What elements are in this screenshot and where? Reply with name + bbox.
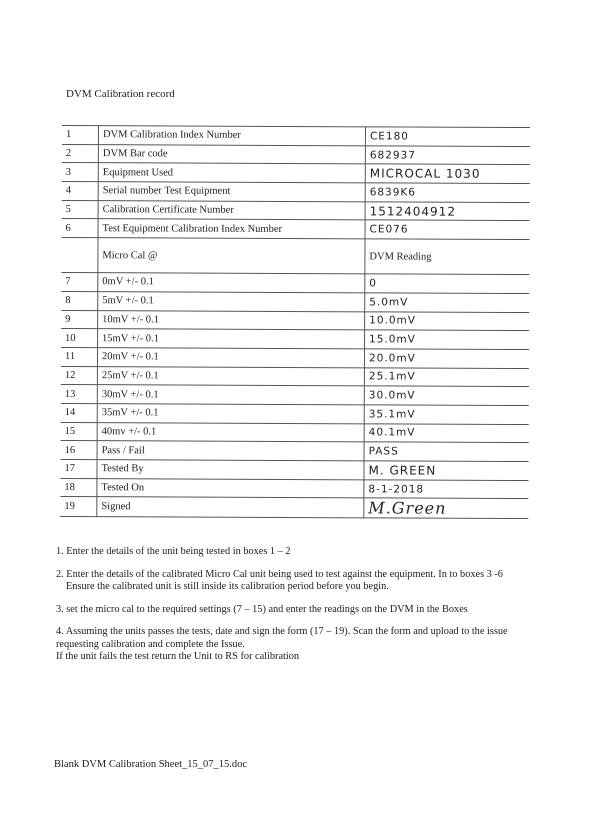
table-row [62, 125, 530, 146]
table-row [61, 403, 529, 424]
table-row [62, 144, 530, 165]
row-label: 10mV +/- 0.1 [98, 310, 365, 330]
table-row [61, 273, 529, 294]
row-label: Equipment Used [98, 163, 365, 183]
row-label: Tested By [97, 460, 364, 480]
row-number: 14 [61, 403, 98, 422]
row-number: 11 [61, 347, 98, 366]
handwritten-value: 20.0mV [364, 349, 529, 368]
row-number: 5 [62, 200, 99, 219]
row-label: 35mV +/- 0.1 [97, 404, 364, 424]
handwritten-value: 8-1-2018 [364, 480, 529, 499]
row-number: 6 [62, 219, 99, 238]
header-row [61, 238, 529, 275]
table-row [61, 347, 529, 368]
row-number: 7 [61, 273, 98, 292]
table-row [61, 441, 529, 462]
row-number: 16 [61, 441, 98, 460]
handwritten-value: 10.0mV [365, 311, 530, 330]
row-label: 5mV +/- 0.1 [98, 291, 365, 311]
instruction-2-note: Ensure the calibrated unit is still inside its calibration period before you begin. [66, 581, 389, 592]
handwritten-value: CE076 [365, 220, 530, 239]
row-number: 3 [62, 163, 99, 182]
signature-value: M.Green [364, 498, 529, 519]
table-row [61, 366, 529, 387]
table-row [60, 478, 528, 499]
row-label: 20mV +/- 0.1 [97, 348, 364, 368]
row-number: 8 [61, 291, 98, 310]
row-number: 13 [61, 385, 98, 404]
row-number: 12 [61, 366, 98, 385]
table-row [62, 200, 530, 221]
row-label: 0mV +/- 0.1 [98, 273, 365, 293]
table-row [60, 497, 528, 519]
row-number: 10 [61, 329, 98, 348]
table-row [61, 310, 529, 331]
row-label: 15mV +/- 0.1 [98, 329, 365, 349]
table-row [61, 422, 529, 443]
row-label: 25mV +/- 0.1 [97, 366, 364, 386]
handwritten-value: 30.0mV [364, 386, 529, 405]
row-label: Calibration Certificate Number [98, 200, 365, 220]
handwritten-value: MICROCAL 1030 [365, 164, 530, 183]
instruction-5: If the unit fails the test return the Unit to RS for calibration [56, 651, 300, 662]
table-row [61, 385, 529, 406]
table-row [61, 329, 529, 350]
handwritten-value: 25.1mV [364, 367, 529, 386]
micro-cal-header: Micro Cal @ [98, 238, 365, 274]
row-label: Test Equipment Calibration Index Number [98, 219, 365, 239]
dvm-reading-header: DVM Reading [365, 239, 530, 275]
row-number: 9 [61, 310, 98, 329]
handwritten-value: 35.1mV [364, 405, 529, 424]
handwritten-value: 0 [365, 274, 530, 293]
row-label: DVM Calibration Index Number [98, 126, 365, 146]
row-number: 2 [62, 144, 99, 163]
row-label: Signed [97, 497, 364, 518]
handwritten-value: CE180 [365, 127, 530, 146]
row-number: 15 [61, 422, 98, 441]
instructions [56, 546, 526, 674]
handwritten-value: 1512404912 [365, 202, 530, 221]
table-row [62, 163, 530, 184]
row-number: 18 [60, 478, 97, 497]
row-label: Tested On [97, 478, 364, 498]
handwritten-value: 5.0mV [365, 293, 530, 312]
instruction-4: 4. Assuming the units passes the tests, date and sign the form (17 – 19). Scan the form and upload to the issue requesting calibration and complete the Issue. [56, 626, 508, 650]
calibration-table [60, 125, 530, 519]
document-title: DVM Calibration record [66, 88, 175, 100]
handwritten-value: 6839K6 [365, 183, 530, 202]
handwritten-value: PASS [364, 442, 529, 461]
row-label: DVM Bar code [98, 144, 365, 164]
instruction-3: 3. set the micro cal to the required settings (7 – 15) and enter the readings on the DVM in the Boxes [56, 603, 468, 615]
handwritten-value: 682937 [365, 146, 530, 165]
handwritten-value: 15.0mV [365, 330, 530, 349]
row-label: 40mv +/- 0.1 [97, 422, 364, 442]
handwritten-value: 40.1mV [364, 423, 529, 442]
row-label: Pass / Fail [97, 441, 364, 461]
table-row [62, 182, 530, 203]
handwritten-value: M. GREEN [364, 461, 529, 480]
table-row [62, 219, 530, 240]
row-number: 1 [62, 125, 99, 144]
row-number: 19 [60, 497, 97, 517]
instruction-1: 1. Enter the details of the unit being tested in boxes 1 – 2 [56, 546, 291, 557]
row-label: 30mV +/- 0.1 [97, 385, 364, 405]
table-row [60, 459, 528, 480]
row-number: 17 [60, 459, 97, 478]
instruction-2: 2. Enter the details of the calibrated Micro Cal unit being used to test against the equipment. In to boxes 3 -6 [56, 568, 503, 580]
table-row [61, 291, 529, 312]
row-number-blank [61, 238, 98, 273]
footer-filename: Blank DVM Calibration Sheet_15_07_15.doc [54, 759, 248, 770]
row-label: Serial number Test Equipment [98, 182, 365, 202]
row-number: 4 [62, 182, 99, 201]
